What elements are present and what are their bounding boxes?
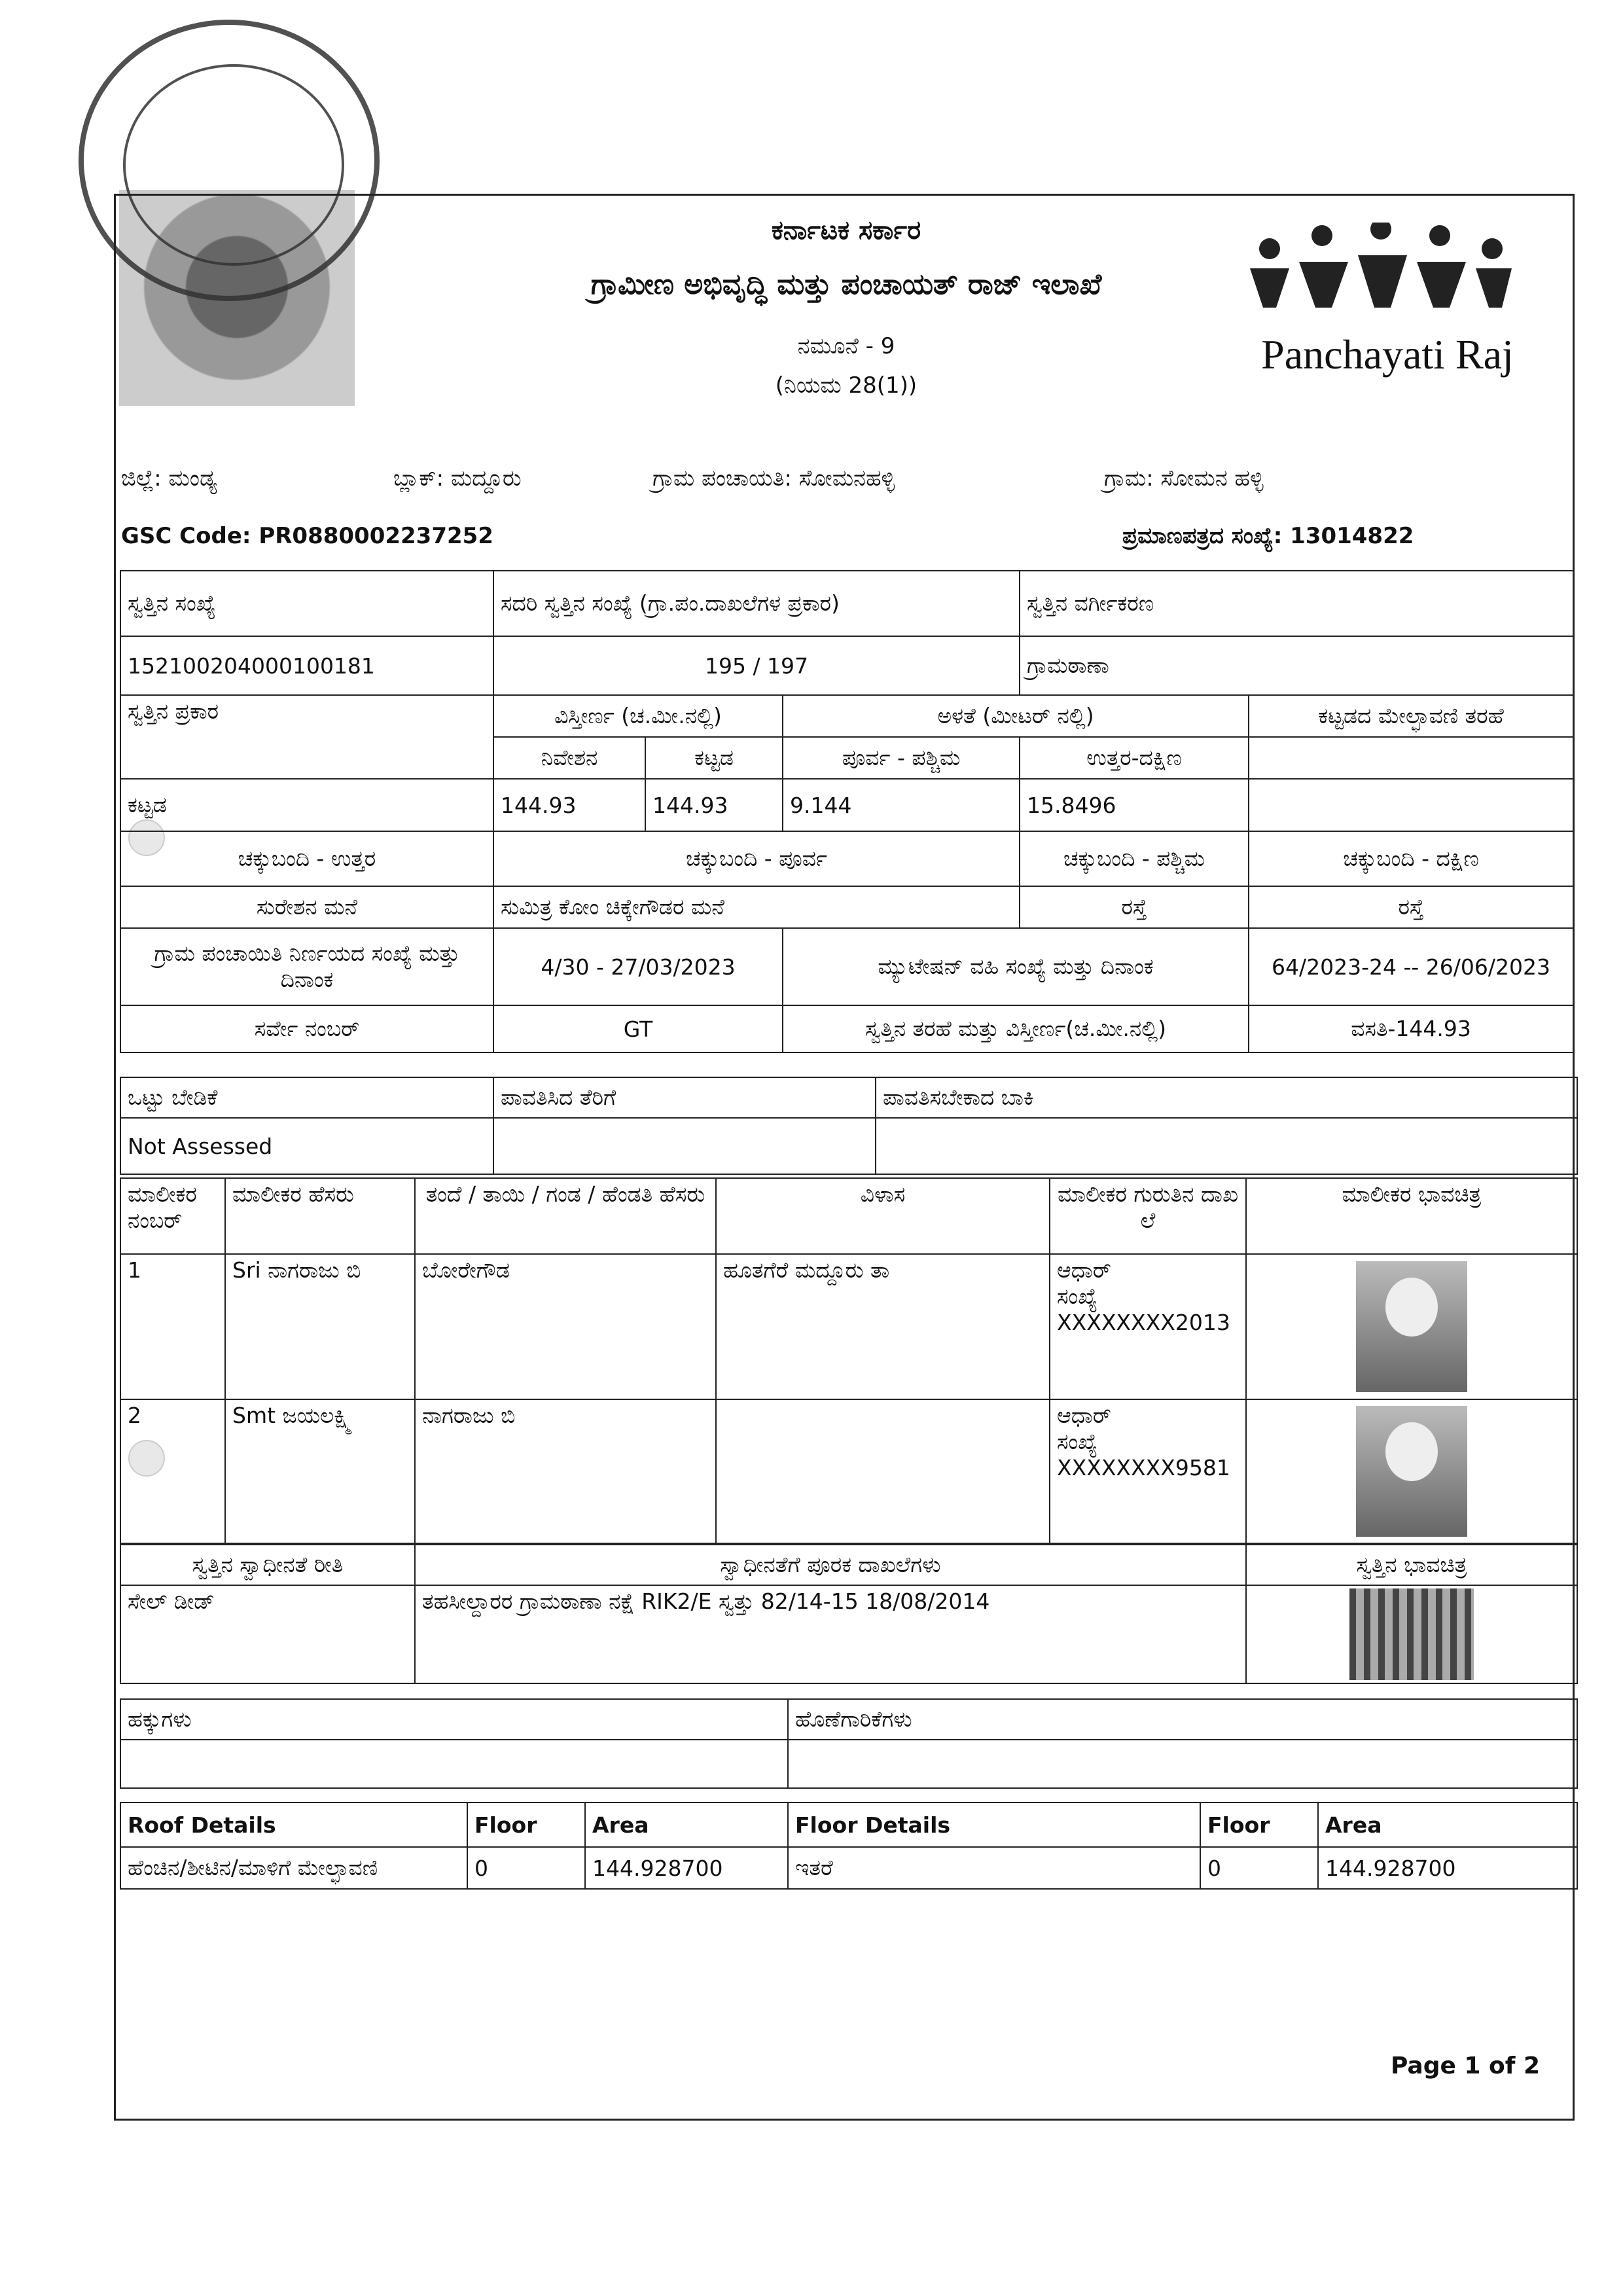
property-photo-image [1349,1588,1474,1680]
survey-label: ಸರ್ವೇ ನಂಬರ್ [120,1005,493,1052]
acquisition-docs-label: ಸ್ವಾಧೀನತೆಗೆ ಪೂರಕ ದಾಖಲೆಗಳು [415,1545,1246,1585]
acquisition-mode: ಸೇಲ್ ಡೀಡ್ [120,1585,415,1683]
owner-name-header: ಮಾಲೀಕರ ಹೆಸರು [225,1178,415,1254]
north-boundary: ಸುರೇಶನ ಮನೆ [120,886,493,928]
floor-area: 144.928700 [1318,1847,1577,1889]
total-demand: Not Assessed [120,1118,493,1174]
property-id: 152100204000100181 [120,636,493,695]
owner-relation: ಬೋರೇಗೌಡ [415,1254,716,1399]
paid-tax-label: ಪಾವತಿಸಿದ ತೆರಿಗೆ [493,1077,876,1118]
roof-value: ಹೆಂಚಿನ/ಶೀಟಿನ/ಮಾಳಿಗೆ ಮೇಲ್ಛಾವಣಿ [120,1847,467,1889]
owner-photo [1246,1254,1577,1399]
area-label: ವಿಸ್ತೀರ್ಣ (ಚ.ಮೀ.ನಲ್ಲಿ) [493,695,783,737]
east-west-label: ಪೂರ್ವ - ಪಶ್ಚಿಮ [783,737,1020,779]
east-boundary: ಸುಮಿತ್ರ ಕೋಂ ಚಿಕ್ಕೇಗೌಡರ ಮನೆ [493,886,1020,928]
gram-panchayat: ಗ್ರಾಮ ಪಂಚಾಯತಿ: ಸೋಮನಹಳ್ಳಿ [652,465,895,492]
roof-type-label: ಕಟ್ಟಡದ ಮೇಲ್ಛಾವಣಿ ತರಹೆ [1249,695,1573,737]
north-south-value: 15.8496 [1020,779,1249,831]
owner-photo [1246,1399,1577,1543]
usage-value: ವಸತಿ-144.93 [1249,1005,1573,1052]
department-title: ಗ್ರಾಮೀಣ ಅಭಿವೃದ್ಧಿ ಮತ್ತು ಪಂಚಾಯತ್ ರಾಜ್ ಇಲಾಖೆ [590,268,1102,301]
dimension-label: ಅಳತೆ (ಮೀಟರ್ ನಲ್ಲಿ) [783,695,1249,737]
acquisition-docs: ತಹಸೀಲ್ದಾರರ ಗ್ರಾಮಠಾಣಾ ನಕ್ಷೆ RIK2/E ಸ್ವತ್ತು 82/14-15 18/08/2014 [415,1585,1246,1683]
logo-text: Panchayati Raj [1261,331,1514,378]
floor-area-label: Area [1318,1803,1577,1847]
owner-id-number: XXXXXXXX2013 [1057,1310,1230,1335]
owner-id-type: ಆಧಾರ್ ಸಂಖ್ಯೆ [1057,1403,1111,1454]
floor-number: 0 [1200,1847,1318,1889]
gp-resolution: 4/30 - 27/03/2023 [493,928,783,1005]
roof-table [120,1802,1578,1890]
block: ಬ್ಲಾಕ್: ಮದ್ದೂರು [393,465,522,492]
paid-tax [493,1118,876,1174]
building-area: 144.93 [645,779,783,831]
form-rule: (ನಿಯಮ 28(1)) [775,372,918,399]
mutation-value: 64/2023-24 -- 26/06/2023 [1249,928,1573,1005]
address-header: ವಿಳಾಸ [716,1178,1050,1254]
district: ಜಿಲ್ಲೆ: ಮಂಡ್ಯ [121,465,217,492]
balance-due-label: ಪಾವತಿಸಬೇಕಾದ ಬಾಕಿ [876,1077,1577,1118]
rights-label: ಹಕ್ಕುಗಳು [120,1699,788,1740]
west-boundary: ರಸ್ತೆ [1020,886,1249,928]
east-boundary-label: ಚಕ್ಕುಬಂದಿ - ಪೂರ್ವ [493,831,1020,886]
site-area: 144.93 [493,779,645,831]
village: ಗ್ರಾಮ: ಸೋಮನ ಹಳ್ಳಿ [1104,465,1264,492]
liabilities-value [788,1740,1577,1788]
classification: ಗ್ರಾಮಠಾಣಾ [1020,636,1573,695]
owner-relation: ನಾಗರಾಜು ಬಿ [415,1399,716,1543]
roof-details-label: Roof Details [120,1803,467,1847]
certificate-number: ಪ್ರಮಾಣಪತ್ರದ ಸಂಖ್ಯೆ: 13014822 [1122,523,1414,549]
site-label: ನಿವೇಶನ [493,737,645,779]
east-west-value: 9.144 [783,779,1020,831]
owner-number-header: ಮಾಲೀಕರ ನಂಬರ್ [120,1178,225,1254]
property-table [120,570,1574,1053]
owner-id [1050,1399,1246,1543]
old-number-label: ಸದರಿ ಸ್ವತ್ತಿನ ಸಂಖ್ಯೆ (ಗ್ರಾ.ಪಂ.ದಾಖಲೆಗಳ ಪ್ರಕಾರ) [493,571,1020,636]
owner-number: 2 [120,1399,225,1543]
property-photo-label: ಸ್ವತ್ತಿನ ಭಾವಚಿತ್ರ [1246,1545,1577,1585]
west-boundary-label: ಚಕ್ಕುಬಂದಿ - ಪಶ್ಚಿಮ [1020,831,1249,886]
owner-number: 1 [120,1254,225,1399]
owner-id-type: ಆಧಾರ್ ಸಂಖ್ಯೆ [1057,1257,1111,1309]
owner-id [1050,1254,1246,1399]
property-photo [1246,1585,1577,1683]
floor-details-label: Floor Details [788,1803,1200,1847]
form-number: ನಮೂನೆ - 9 [797,333,895,359]
tax-table [120,1077,1578,1175]
owner-address [716,1399,1050,1543]
gsc-code: GSC Code: PR0880002237252 [121,523,493,549]
old-number: 195 / 197 [493,636,1020,695]
owner-address: ಹೂತಗೆರೆ ಮದ್ದೂರು ತಾ [716,1254,1050,1399]
south-boundary-label: ಚಕ್ಕುಬಂದಿ - ದಕ್ಷಿಣ [1249,831,1573,886]
id-document-header: ಮಾಲೀಕರ ಗುರುತಿನ ದಾಖಲೆ [1050,1178,1246,1254]
survey-number: GT [493,1005,783,1052]
roof-area-label: Area [585,1803,788,1847]
rights-table [120,1698,1578,1789]
rights-value [120,1740,788,1788]
roof-area: 144.928700 [585,1847,788,1889]
relation-header: ತಂದೆ / ತಾಯಿ / ಗಂಡ / ಹೆಂಡತಿ ಹೆಸರು [415,1178,716,1254]
owner-name: Smt ಜಯಲಕ್ಷ್ಮಿ [225,1399,415,1543]
owner-photo-header: ಮಾಲೀಕರ ಭಾವಚಿತ್ರ [1246,1178,1577,1254]
total-demand-label: ಒಟ್ಟು ಬೇಡಿಕೆ [120,1077,493,1118]
classification-label: ಸ್ವತ್ತಿನ ವರ್ಗೀಕರಣ [1020,571,1573,636]
acquisition-mode-label: ಸ್ವತ್ತಿನ ಸ್ವಾಧೀನತೆ ರೀತಿ [120,1545,415,1585]
owner-id-number: XXXXXXXX9581 [1057,1455,1230,1480]
north-south-label: ಉತ್ತರ-ದಕ್ಷಿಣ [1020,737,1249,779]
owner-name: Sri ನಾಗರಾಜು ಬಿ [225,1254,415,1399]
roof-type [1249,779,1573,831]
property-type: ಕಟ್ಟಡ [120,779,493,831]
roof-floor: 0 [467,1847,585,1889]
page-number: Page 1 of 2 [1391,2053,1540,2079]
form-page [114,194,1575,2121]
usage-label: ಸ್ವತ್ತಿನ ತರಹೆ ಮತ್ತು ವಿಸ್ತೀರ್ಣ(ಚ.ಮೀ.ನಲ್ಲಿ) [783,1005,1249,1052]
empty-cell [1249,737,1573,779]
north-boundary-label: ಚಕ್ಕುಬಂದಿ - ಉತ್ತರ [120,831,493,886]
owner-photo-image [1356,1261,1467,1392]
acquisition-table [120,1544,1578,1684]
owners-table [120,1177,1578,1544]
liabilities-label: ಹೊಣೆಗಾರಿಕೆಗಳು [788,1699,1577,1740]
property-id-label: ಸ್ವತ್ತಿನ ಸಂಖ್ಯೆ [120,571,493,636]
property-type-label: ಸ್ವತ್ತಿನ ಪ್ರಕಾರ [120,695,493,779]
south-boundary: ರಸ್ತೆ [1249,886,1573,928]
owner-photo-image [1356,1406,1467,1537]
mutation-label: ಮ್ಯುಟೇಷನ್ ವಹಿ ಸಂಖ್ಯೆ ಮತ್ತು ದಿನಾಂಕ [783,928,1249,1005]
balance-due [876,1118,1577,1174]
govt-title: ಕರ್ನಾಟಕ ಸರ್ಕಾರ [771,215,921,245]
building-label: ಕಟ್ಟಡ [645,737,783,779]
floor-details: ಇತರೆ [788,1847,1200,1889]
roof-floor-label: Floor [467,1803,585,1847]
floor-label: Floor [1200,1803,1318,1847]
gp-resolution-label: ಗ್ರಾಮ ಪಂಚಾಯಿತಿ ನಿರ್ಣಯದ ಸಂಖ್ಯೆ ಮತ್ತು ದಿನಾಂಕ [120,928,493,1005]
